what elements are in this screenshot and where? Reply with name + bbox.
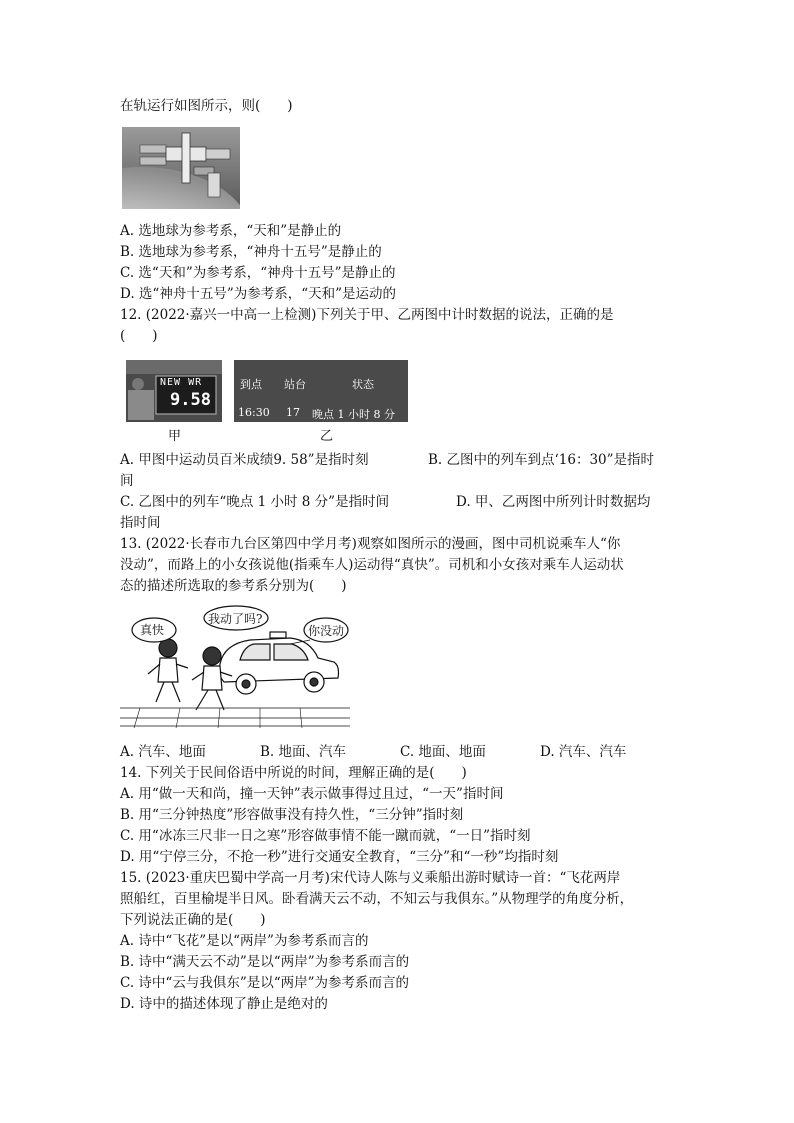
figure-yi-caption: 乙	[320, 429, 334, 444]
board-header-arrival: 到点	[240, 378, 262, 391]
q12-option-c: C. 乙图中的列车“晚点 1 小时 8 分”是指时间	[120, 494, 390, 510]
q13-option-d: D. 汽车、汽车	[540, 744, 627, 760]
q13-stem-line3: 态的描述所选取的参考系分别为( )	[120, 578, 347, 594]
q11-stem: 在轨运行如图所示，则( )	[120, 98, 293, 114]
q14-stem: 14. 下列关于民间俗语中所说的时间，理解正确的是( )	[120, 765, 467, 781]
q15-option-b: B. 诗中“满天云不动”是以“两岸”为参考系而言的	[120, 954, 410, 970]
cartoon-image	[120, 604, 350, 728]
q15-option-a: A. 诗中“飞花”是以“两岸”为参考系而言的	[120, 933, 369, 949]
bubble-driver-text: 你没动	[308, 624, 345, 638]
q14-option-c: C. 用“冰冻三尺非一日之寒”形容做事情不能一蹴而就，“一日”指时刻	[120, 828, 531, 844]
board-time: 16:30	[238, 406, 270, 419]
q14-option-b: B. 用“三分钟热度”形容做事没有持久性，“三分钟”指时刻	[120, 807, 464, 823]
q13-option-a: A. 汽车、地面	[120, 744, 206, 760]
board-header-platform: 站台	[284, 378, 306, 391]
q15-stem-line2: 照船红，百里榆堤半日风。卧看满天云不动，不知云与我俱东。”从物理学的角度分析，	[120, 891, 634, 907]
scoreboard-time: 9.58	[170, 390, 211, 410]
q11-option-a: A. 选地球为参考系，“天和”是静止的	[120, 223, 342, 239]
q13-stem-line1: 13. (2022·长春市九台区第四中学月考)观察如图所示的漫画，图中司机说乘车人“你	[120, 536, 621, 552]
bubble-girl-text: 真快	[140, 623, 165, 637]
q15-stem-line3: 下列说法正确的是( )	[120, 912, 266, 928]
q11-option-c: C. 选“天和”为参考系，“神舟十五号”是静止的	[120, 265, 396, 281]
q12-option-d: D. 甲、乙两图中所列计时数据均	[456, 494, 651, 510]
q11-option-b: B. 选地球为参考系，“神舟十五号”是静止的	[120, 244, 382, 260]
board-status: 晚点 1 小时 8 分	[312, 408, 395, 421]
q13-option-b: B. 地面、汽车	[260, 744, 347, 760]
q12-stem-line2: ( )	[120, 328, 158, 344]
q14-option-d: D. 用“宁停三分，不抢一秒”进行交通安全教育，“三分”和“一秒”均指时刻	[120, 849, 559, 865]
q13-stem-line2: 没动”，而路上的小女孩说他(指乘车人)运动得“真快”。司机和小女孩对乘车人运动状	[120, 557, 624, 573]
q15-stem-line1: 15. (2023·重庆巴蜀中学高一月考)宋代诗人陈与义乘船出游时赋诗一首：“飞花两岸	[120, 870, 621, 886]
scoreboard-image	[126, 360, 222, 422]
q11-option-d: D. 选“神舟十五号”为参考系，“天和”是运动的	[120, 286, 397, 302]
board-header-status: 状态	[352, 378, 374, 391]
board-platform: 17	[286, 406, 300, 419]
q12-option-b-cont: 间	[120, 473, 134, 489]
q12-option-d-cont: 指时间	[120, 515, 161, 531]
q15-option-c: C. 诗中“云与我俱东”是以“两岸”为参考系而言的	[120, 975, 410, 991]
q13-option-c: C. 地面、地面	[400, 744, 486, 760]
q12-stem-line1: 12. (2022·嘉兴一中高一上检测)下列关于甲、乙两图中计时数据的说法，正确的是	[120, 307, 614, 323]
figure-jia-caption: 甲	[168, 429, 182, 444]
q12-option-b: B. 乙图中的列车到点‘16：30”是指时	[428, 452, 655, 468]
q15-option-d: D. 诗中的描述体现了静止是绝对的	[120, 996, 328, 1012]
arrival-board-image	[234, 360, 408, 422]
bubble-passenger-text: 我动了吗?	[208, 612, 263, 626]
space-station-image	[122, 127, 240, 209]
scoreboard-label: NEW WR	[160, 377, 203, 388]
q14-option-a: A. 用“做一天和尚，撞一天钟”表示做事得过且过，“一天”指时间	[120, 786, 504, 802]
q12-option-a: A. 甲图中运动员百米成绩9. 58”是指时刻	[120, 452, 369, 468]
